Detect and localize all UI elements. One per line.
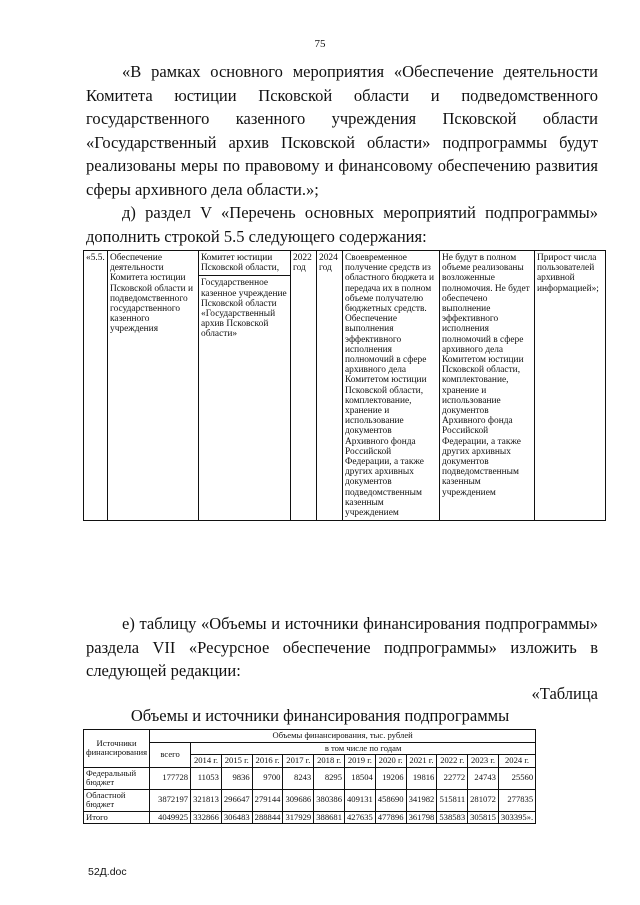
table-header-row: [84, 742, 536, 755]
cell: 8243: [283, 767, 314, 789]
financing-table: [83, 729, 536, 824]
table-title: Объемы и источники финансирования подпрограммы: [130, 706, 510, 725]
executor-archive: Государственное казенное учреждение Псковской области «Государственный архив Псковской области»: [201, 278, 287, 340]
paragraph-section-v-text: д) раздел V «Перечень основных мероприятий подпрограммы» дополнить строкой 5.5 следующего содержания:: [86, 203, 598, 246]
year-header: 2019 г.: [345, 755, 376, 768]
cell: 279144: [252, 789, 283, 811]
executors-cell: [199, 251, 291, 521]
end-year: 2024 год: [317, 251, 343, 521]
table-row: [84, 767, 536, 789]
year-header: 2021 г.: [406, 755, 437, 768]
year-header: 2023 г.: [468, 755, 499, 768]
indicator: Прирост числа пользователей архивной информацией»;: [535, 251, 606, 521]
row-label: Областной бюджет: [84, 789, 150, 811]
header-by-year: в том числе по годам: [191, 742, 536, 755]
file-name-footer: 52Д.doc: [88, 866, 127, 878]
cell: 277835: [498, 789, 535, 811]
table-row: [84, 789, 536, 811]
cell: 19206: [375, 767, 406, 789]
year-header: 2015 г.: [221, 755, 252, 768]
header-volumes: Объемы финансирования, тыс. рублей: [150, 730, 536, 743]
paragraph-section-vii-text: е) таблицу «Объемы и источники финансирования подпрограммы» раздела VII «Ресурсное обеспечение подпрограммы» изложить в следующей редакции:: [86, 614, 598, 680]
year-header: 2018 г.: [314, 755, 345, 768]
cell: 303395».: [498, 811, 535, 824]
year-header: 2024 г.: [498, 755, 535, 768]
cell: 306483: [221, 811, 252, 824]
measure-name: Обеспечение деятельности Комитета юстиции Псковской области и подведомственного государственного казенного учреждения: [108, 251, 199, 521]
header-total: всего: [150, 742, 191, 767]
cell: 380386: [314, 789, 345, 811]
cell: 515811: [437, 789, 468, 811]
cell: 321813: [191, 789, 222, 811]
cell: 427635: [345, 811, 376, 824]
cell: 9700: [252, 767, 283, 789]
table-header-row: [84, 730, 536, 743]
cell: 22772: [437, 767, 468, 789]
cell: 332866: [191, 811, 222, 824]
cell: 281072: [468, 789, 499, 811]
year-header: 2014 г.: [191, 755, 222, 768]
cell: 477896: [375, 811, 406, 824]
year-header: 2020 г.: [375, 755, 406, 768]
cell: 19816: [406, 767, 437, 789]
measures-table: [83, 250, 606, 521]
table-row: [84, 251, 606, 521]
cell: 9836: [221, 767, 252, 789]
start-year: 2022 год: [291, 251, 317, 521]
row-total: 3872197: [150, 789, 191, 811]
paragraph-section-v: [86, 201, 598, 248]
cell: 409131: [345, 789, 376, 811]
cell: 296647: [221, 789, 252, 811]
row-label: Итого: [84, 811, 150, 824]
executor-divider: [199, 275, 290, 276]
row-total: 177728: [150, 767, 191, 789]
cell: 341982: [406, 789, 437, 811]
cell: 8295: [314, 767, 345, 789]
consequences: Не будут в полном объеме реализованы возложенные полномочия. Не будет обеспечено выполнение эффективного исполнения полномочий в сфере архивного дела Комитетом юстиции Псковской области, комплектование, хранение и использование документов Архивного фонда Российской Федерации, а также других архивных документов подведомственным казенным учреждением: [440, 251, 535, 521]
cell: 18504: [345, 767, 376, 789]
cell: 538583: [437, 811, 468, 824]
table-caption: «Таблица: [531, 684, 598, 703]
cell: 24743: [468, 767, 499, 789]
executor-committee: Комитет юстиции Псковской области,: [201, 253, 280, 274]
cell: 458690: [375, 789, 406, 811]
row-total: 4049925: [150, 811, 191, 824]
year-header: 2022 г.: [437, 755, 468, 768]
cell: 388681: [314, 811, 345, 824]
paragraph-intro-text: «В рамках основного мероприятия «Обеспечение деятельности Комитета юстиции Псковской области и подведомственного государственного казенного учреждения Псковской области «Государственный архив Псковской области» подпрограммы будут реализованы меры по правовому и финансовому обеспечению развития сферы архивного дела области.»;: [86, 62, 598, 199]
paragraph-intro: [86, 60, 598, 201]
cell: 317929: [283, 811, 314, 824]
cell: 25560: [498, 767, 535, 789]
year-header: 2017 г.: [283, 755, 314, 768]
cell: 288844: [252, 811, 283, 824]
page-number: 75: [314, 38, 326, 50]
cell: 11053: [191, 767, 222, 789]
header-source: Источники финансирования: [84, 730, 150, 768]
table-row: [84, 811, 536, 824]
paragraph-section-vii: [86, 612, 598, 683]
cell: 305815: [468, 811, 499, 824]
row-label: Федеральный бюджет: [84, 767, 150, 789]
expected-result: Своевременное получение средств из областного бюджета и передача их в полном объеме получателю бюджетных средств. Обеспечение выполнения эффективного исполнения полномочий в сфере архивного дела Комитетом юстиции Псковской области, комплектование, хранение и использование документов Архивного фонда Российской Федерации, а также других архивных документов подведомственным казенным учреждением: [343, 251, 440, 521]
year-header: 2016 г.: [252, 755, 283, 768]
cell: 361798: [406, 811, 437, 824]
row-number: «5.5.: [84, 251, 108, 521]
cell: 309686: [283, 789, 314, 811]
